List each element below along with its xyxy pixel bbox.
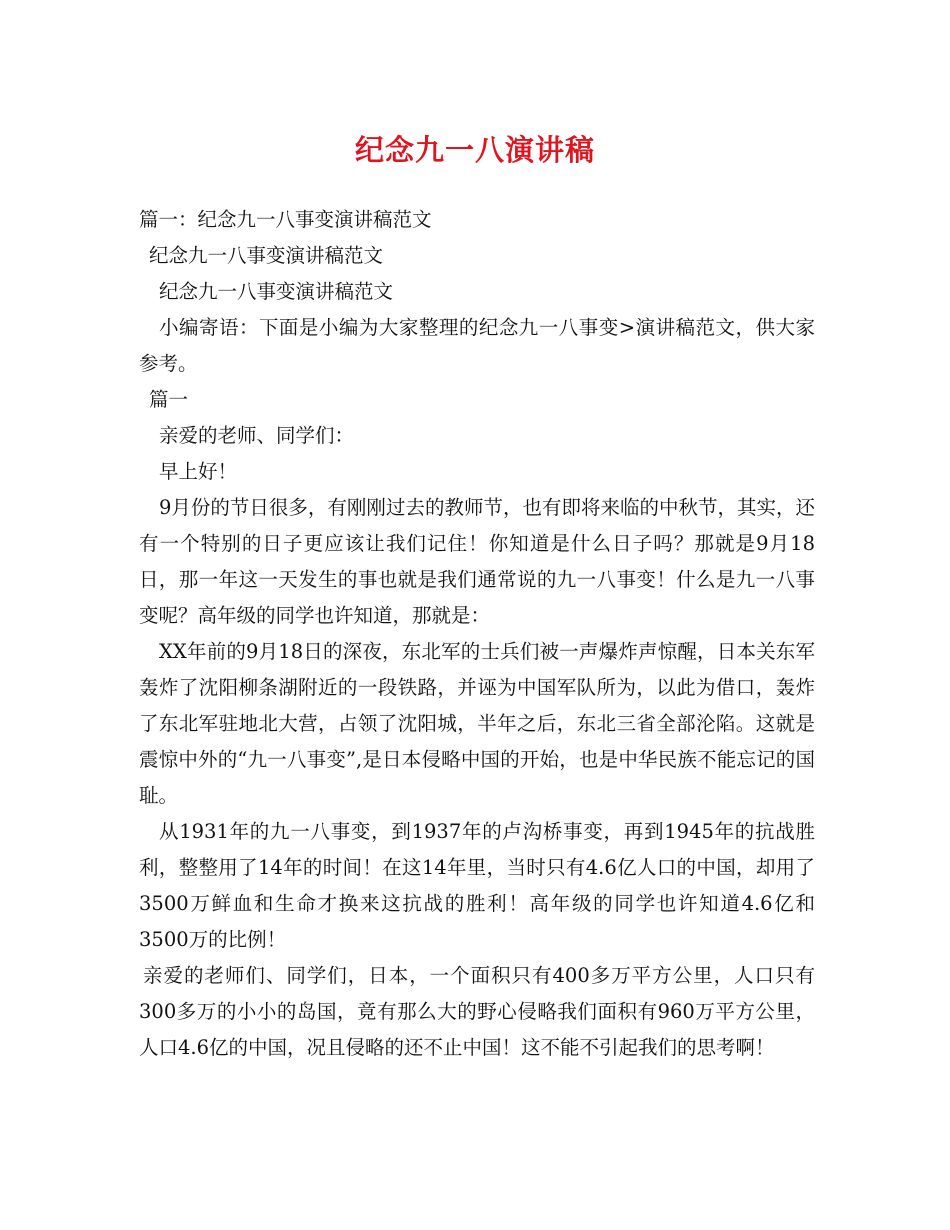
editor-note-paragraph: 小编寄语：下面是小编为大家整理的纪念九一八事变>演讲稿范文，供大家参考。: [139, 316, 815, 375]
document-title: 纪念九一八演讲稿: [354, 133, 595, 167]
part-heading: 篇一: [149, 388, 189, 411]
subtitle-line: 纪念九一八事变演讲稿范文: [149, 244, 384, 267]
body-paragraph: XX年前的9月18日的深夜，东北军的士兵们被一声爆炸声惊醒，日本关东军轰炸了沈阳柳条湖附近的一段铁路，并诬为中国军队所为，以此为借口，轰炸了东北军驻地北大营，占领了沈阳城，半年之后，东北三省全部沦陷。这就是震惊中外的“九一八事变”,是日本侵略中国的开始，也是中华民族不能忘记的国耻。: [139, 640, 815, 807]
body-paragraph: 亲爱的老师们、同学们，日本，一个面积只有400多万平方公里，人口只有300多万的小小的岛国，竟有那么大的野心侵略我们面积有960万平方公里，人口4.6亿的中国，况且侵略的还不止中国！这不能不引起我们的思考啊！: [139, 964, 815, 1059]
greeting: 早上好！: [159, 460, 238, 483]
document-body: [139, 202, 815, 1066]
subtitle-line: 纪念九一八事变演讲稿范文: [159, 280, 394, 303]
section-heading: 篇一：纪念九一八事变演讲稿范文: [139, 208, 432, 231]
body-paragraph: 从1931年的九一八事变，到1937年的卢沟桥事变，再到1945年的抗战胜利，整整用了14年的时间！在这14年里，当时只有4.6亿人口的中国，却用了3500万鲜血和生命才换来这抗战的胜利！高年级的同学也许知道4.6亿和3500万的比例！: [139, 820, 815, 951]
body-paragraph: 9月份的节日很多，有刚刚过去的教师节，也有即将来临的中秋节，其实，还有一个特别的日子更应该让我们记住！你知道是什么日子吗？那就是9月18日，那一年这一天发生的事也就是我们通常说的九一八事变！什么是九一八事变呢？高年级的同学也许知道，那就是：: [139, 496, 815, 627]
salutation: 亲爱的老师、同学们：: [159, 424, 355, 447]
